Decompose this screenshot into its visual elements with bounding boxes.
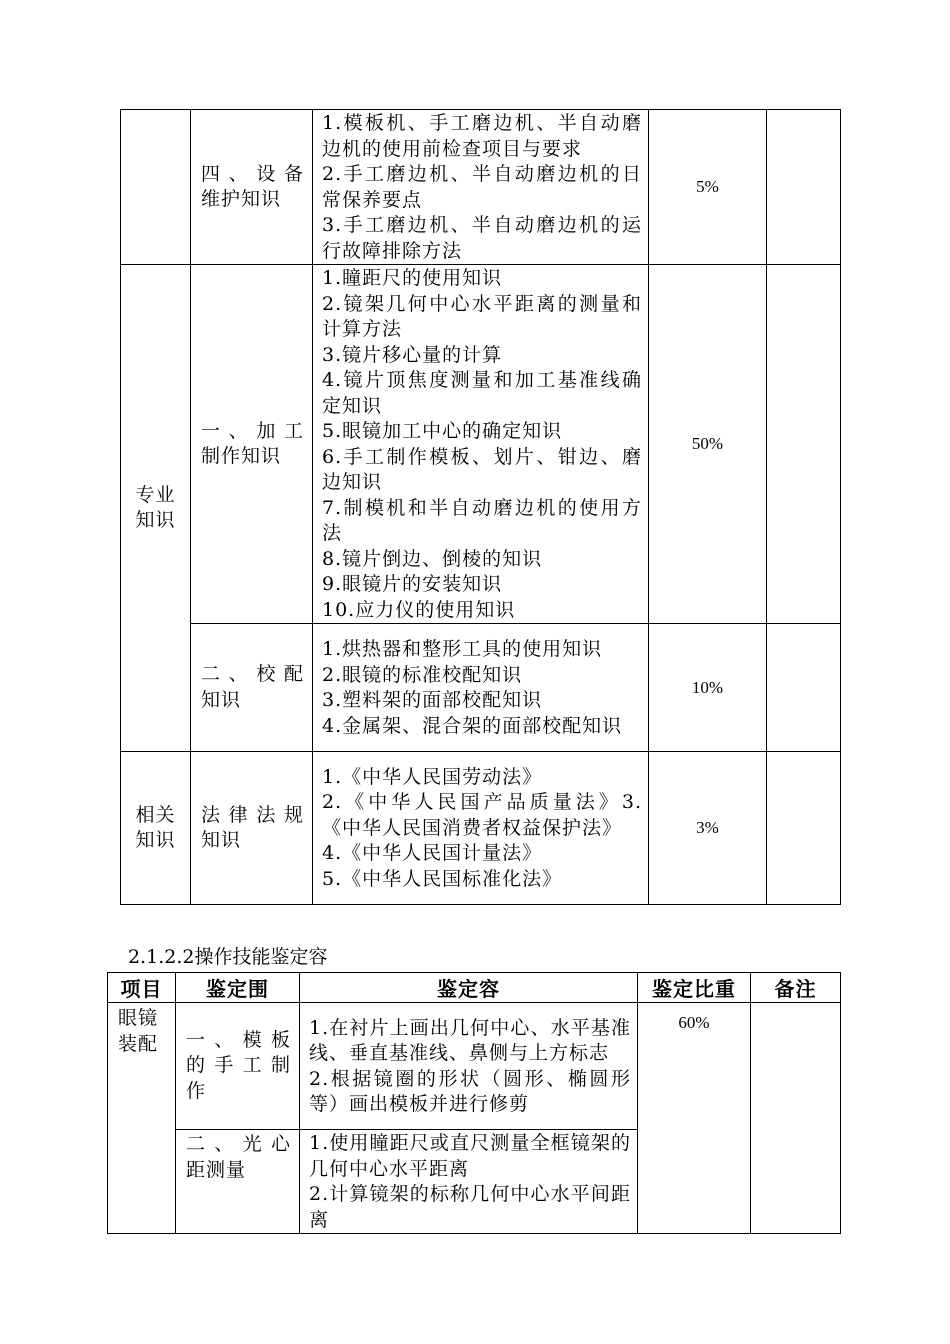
content-item: 6.手工制作模板、划片、钳边、磨边知识 [322, 445, 642, 493]
content-item: 1.在衬片上画出几何中心、水平基准线、垂直基准线、鼻侧与上方标志 [309, 1016, 631, 1064]
table-row [108, 1003, 841, 1130]
content-cell [313, 624, 649, 752]
content-item: 4.金属架、混合架的面部校配知识 [322, 714, 623, 737]
table-row [121, 752, 841, 905]
content-item: 1.使用瞳距尺或直尺测量全框镜架的几何中心水平距离 [309, 1132, 631, 1180]
weight-cell: 60% [638, 1003, 751, 1234]
content-item: 2.镜架几何中心水平距离的测量和计算方法 [322, 292, 642, 340]
content-cell [313, 265, 649, 624]
category-cell: 专业知识 [121, 265, 191, 752]
content-item: 7.制模机和半自动磨边机的使用方法 [322, 496, 642, 544]
sub-category-cell [191, 265, 313, 624]
content-item: 4.镜片顶焦度测量和加工基准线确定知识 [322, 369, 642, 417]
column-header: 鉴定比重 [638, 973, 751, 1003]
column-header: 项目 [108, 973, 176, 1003]
sub-category-line: 一、加工 [201, 419, 304, 442]
content-cell [313, 110, 649, 265]
sub-category-cell [191, 752, 313, 905]
section-heading: 2.1.2.2操作技能鉴定容 [128, 946, 328, 968]
sub-category-cell [176, 1003, 300, 1130]
note-cell [767, 110, 841, 265]
table-row [121, 110, 841, 265]
sub-category-line: 知识 [201, 829, 242, 851]
content-item: 1.烘热器和整形工具的使用知识 [322, 638, 603, 660]
content-item: 2.根据镜圈的形状（圆形、椭圆形等）画出模板并进行修剪 [309, 1067, 631, 1115]
content-item: 4.《中华人民国计量法》 [322, 842, 543, 865]
content-cell [300, 1003, 638, 1130]
sub-category-line: 法律法规 [201, 803, 304, 826]
note-cell [767, 624, 841, 752]
sub-category-line: 知识 [201, 688, 242, 711]
table-header-row [108, 973, 841, 1003]
content-item: 2.手工磨边机、半自动磨边机的日常保养要点 [322, 163, 642, 211]
category-cell [121, 110, 191, 265]
content-item: 1.模板机、手工磨边机、半自动磨边机的使用前检查项目与要求 [322, 112, 642, 160]
sub-category-line: 四、设备 [201, 162, 304, 185]
sub-category-line: 二、校配 [201, 663, 304, 685]
sub-category-line: 距测量 [186, 1158, 247, 1181]
content-item: 9.眼镜片的安装知识 [322, 573, 503, 595]
sub-category-line: 作 [186, 1079, 207, 1102]
knowledge-table [120, 109, 841, 905]
sub-category-cell [191, 624, 313, 752]
content-item: 3.手工磨边机、半自动磨边机的运行故障排除方法 [322, 214, 642, 262]
content-item: 2.眼镜的标准校配知识 [322, 663, 523, 686]
content-item: 2.计算镜架的标称几何中心水平间距离 [309, 1183, 631, 1231]
content-item: 8.镜片倒边、倒棱的知识 [322, 547, 543, 570]
table-row [121, 265, 841, 624]
column-header: 备注 [751, 973, 841, 1003]
note-cell [767, 265, 841, 624]
column-header: 鉴定容 [300, 973, 638, 1003]
sub-category-cell [191, 110, 313, 265]
content-item: 3.塑料架的面部校配知识 [322, 689, 543, 711]
content-item: 1.瞳距尺的使用知识 [322, 267, 503, 289]
sub-category-line: 二、光心 [186, 1133, 291, 1155]
content-item: 1.《中华人民国劳动法》 [322, 765, 543, 788]
category-cell: 相关知识 [121, 752, 191, 905]
note-cell [767, 752, 841, 905]
sub-category-line: 的手工制 [186, 1054, 291, 1077]
note-cell [751, 1003, 841, 1234]
content-cell [300, 1130, 638, 1234]
sub-category-line: 一、模板 [186, 1028, 291, 1051]
content-cell [313, 752, 649, 905]
content-item: 10.应力仪的使用知识 [322, 598, 516, 621]
weight-cell: 50% [649, 265, 767, 624]
weight-cell: 5% [649, 110, 767, 265]
sub-category-line: 维护知识 [201, 188, 282, 210]
project-cell: 眼镜装配 [108, 1003, 176, 1234]
sub-category-line: 制作知识 [201, 445, 282, 467]
table-row [121, 624, 841, 752]
weight-cell: 3% [649, 752, 767, 905]
sub-category-cell [176, 1130, 300, 1234]
content-item: 5.眼镜加工中心的确定知识 [322, 420, 563, 442]
skills-table [107, 972, 841, 1234]
content-item: 3.镜片移心量的计算 [322, 343, 503, 366]
content-item: 2.《中华人民国产品质量法》3.《中华人民国消费者权益保护法》 [322, 791, 642, 839]
weight-cell: 10% [649, 624, 767, 752]
content-item: 5.《中华人民国标准化法》 [322, 867, 563, 890]
column-header: 鉴定围 [176, 973, 300, 1003]
